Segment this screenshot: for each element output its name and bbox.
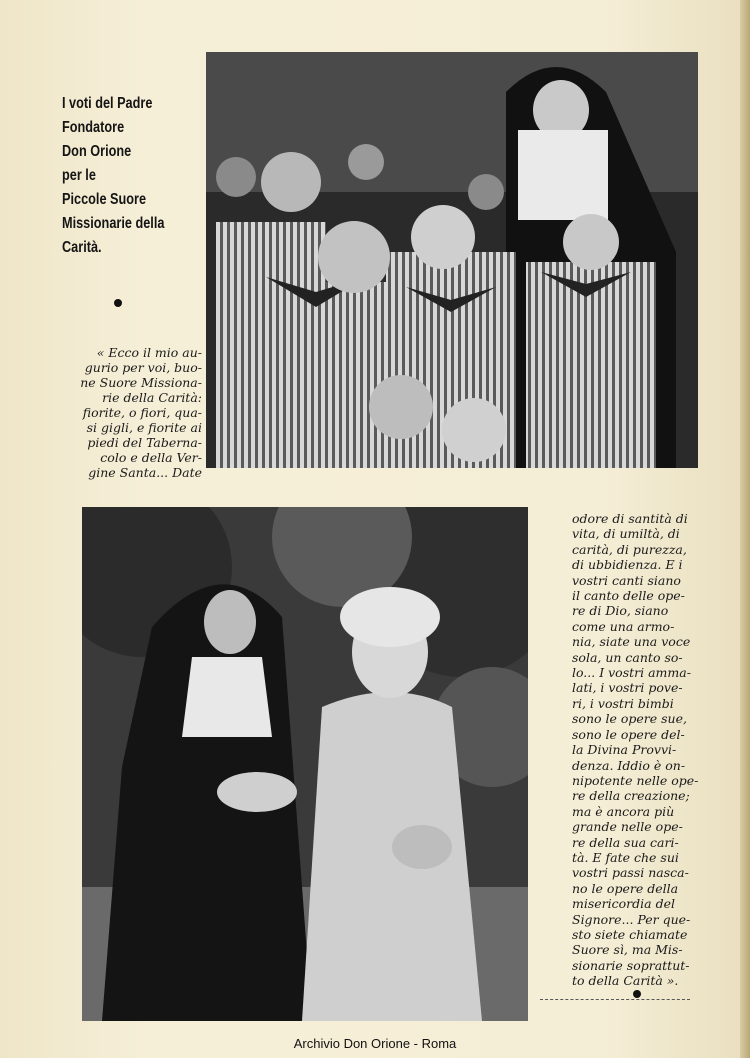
quote-right-line: sola, un canto so- xyxy=(572,649,683,665)
quote-right-line: sto siete chiamate xyxy=(572,926,688,942)
photo-children-illustration xyxy=(206,52,698,468)
quote-right-line: vostri canti siano xyxy=(572,572,681,588)
quote-left-line: fiorite, o fiori, qua- xyxy=(82,405,202,420)
quote-left-line: ne Suore Missiona- xyxy=(80,375,202,390)
quote-right-line: sionarie soprattut- xyxy=(572,957,690,973)
quote-right-line: carità, di purezza, xyxy=(572,541,687,557)
closing-rule xyxy=(540,999,690,1000)
quote-right-line: la Divina Provvi- xyxy=(572,742,677,758)
quote-right-line: di ubbidienza. E i xyxy=(572,557,683,573)
quote-right-line: lo... I vostri amma- xyxy=(572,665,691,681)
quote-right-line: denza. Iddio è on- xyxy=(572,757,686,773)
quote-right-line: sono le opere del- xyxy=(572,726,685,742)
bullet-dot xyxy=(114,299,122,307)
quote-right-line: re di Dio, siano xyxy=(572,603,669,619)
quote-right-line: misericordia del xyxy=(572,896,675,912)
quote-right-line: Signore... Per que- xyxy=(572,911,691,927)
quote-right-line: ri, i vostri bimbi xyxy=(572,695,674,711)
quote-right-line: no le opere della xyxy=(572,880,679,896)
quote-right-line: odore di santità di xyxy=(572,511,688,526)
photo-nun-with-elderly-woman xyxy=(82,507,528,1021)
quote-left-line: gurio per voi, buo- xyxy=(84,360,202,375)
page-spine xyxy=(740,0,750,1058)
quote-right-line: Suore sì, ma Mis- xyxy=(572,942,683,958)
closing-bullet-dot xyxy=(633,990,641,998)
quote-right-line: nia, siate una voce xyxy=(572,634,691,650)
quote-right-line: vita, di umiltà, di xyxy=(572,526,680,542)
quote-right-line: re della creazione; xyxy=(572,788,690,804)
quote-right-line: tà. E fate che sui xyxy=(572,849,679,865)
quote-right-line: re della sua cari- xyxy=(572,834,679,850)
quote-left-line: si gigli, e fiorite ai xyxy=(86,420,202,435)
quote-right-line: ma è ancora più xyxy=(572,803,675,819)
quote-right-line: sono le opere sue, xyxy=(572,711,687,727)
quote-right-line: vostri passi nasca- xyxy=(572,865,689,881)
quote-left-line: « Ecco il mio au- xyxy=(96,345,202,360)
quote-right xyxy=(572,511,698,989)
quote-left-line: colo e della Ver- xyxy=(100,450,202,465)
quote-left-line: gine Santa... Date xyxy=(88,465,202,480)
quote-left-line: piedi del Taberna- xyxy=(87,435,202,450)
quote-right-line: il canto delle ope- xyxy=(572,588,685,604)
quote-left-line: rie della Carità: xyxy=(102,390,202,405)
quote-right-line: to della Carità ». xyxy=(572,973,679,989)
photo-nun-woman-illustration xyxy=(82,507,528,1021)
archive-footer: Archivio Don Orione - Roma xyxy=(293,1036,457,1051)
quote-right-line: grande nelle ope- xyxy=(572,819,683,835)
quote-right-line: come una armo- xyxy=(572,618,675,634)
photo-nun-with-children xyxy=(206,52,698,468)
quote-right-line: nipotente nelle ope- xyxy=(572,772,699,788)
quote-left xyxy=(62,345,202,480)
quote-right-line: lati, i vostri pove- xyxy=(572,680,683,696)
article-title: I voti del Padre Fondatore Don Orione per le Piccole Suore Missionarie della Carità. xyxy=(62,95,165,256)
